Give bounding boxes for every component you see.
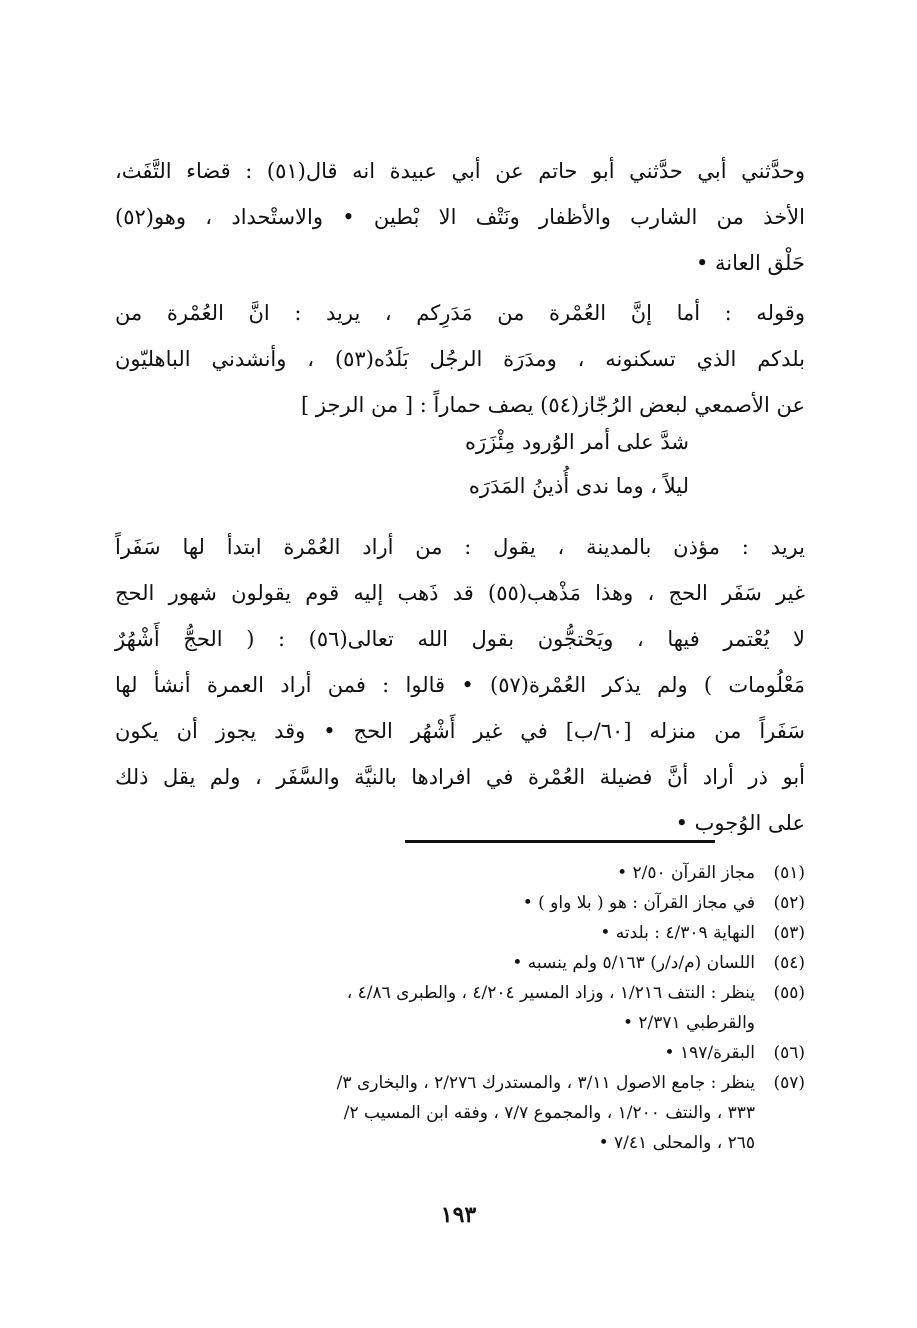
footnote-number: (٥٣) [773,923,805,943]
footnote-text [115,918,755,948]
footnote-54 [115,948,805,978]
footnote-number: (٥١) [773,863,805,883]
verse-line-1: شدَّ على أمر الوُرود مِئْزَرَه [464,430,689,454]
paragraph-line: بلدكم الذي تسكنونه ، ومدَرَة الرجُل بَلَدُه(٥٣) ، وأنشدني الباهليّون [115,347,805,371]
footnote-52 [115,888,805,918]
footnote-line: البقرة/١٩٧ • [664,1043,755,1063]
footnote-line: النهاية ٤/٣٠٩ : بلدته • [600,923,755,943]
footnote-text [115,888,755,918]
footnote-text [115,948,755,978]
footnote-53 [115,918,805,948]
footnotes [115,858,805,1158]
footnote-number: (٥٢) [773,893,805,913]
paragraph-line: غير سَفَر الحج ، وهذا مَذْهب(٥٥) قد ذَهب إليه قوم يقولون شهور الحج [115,581,805,605]
paragraph-2 [115,290,805,428]
paragraph-line: وحدَّثني أبي حدَّثني أبو حاتم عن أبي عبيدة انه قال(٥١) : قضاء التَّفَث، [115,159,805,183]
paragraph-line: على الوُجوب • [675,811,805,835]
footnote-55 [115,978,805,1038]
paragraph-line: لا يُعْتمر فيها ، ويَحْتجُّون بقول الله تعالى(٥٦) : ( الحجُّ أَشْهُرٌ [115,627,806,651]
footnote-line: ٢٦٥ ، والمحلى ٧/٤١ • [598,1133,755,1153]
footnote-line: اللسان (م/د/ر) ٥/١٦٣ ولم ينسبه • [512,953,755,973]
verse-line-2: ليلاً ، وما ندى أُذينُ المَدَرَه [468,474,689,498]
paragraph-line: أبو ذر أراد أنَّ فضيلة العُمْرة في افرادها بالنيَّة والسَّفَر ، ولم يقل ذلك [115,765,805,789]
paragraph-1 [115,148,805,286]
footnote-separator [405,840,715,843]
footnote-56 [115,1038,805,1068]
paragraph-line: سَفَراً من منزله [٦٠/ب] في غير أَشْهُر الحج • وقد يجوز أن يكون [115,719,805,743]
footnote-text [115,858,755,888]
footnote-line: ينظر : جامع الاصول ٣/١١ ، والمستدرك ٢/٢٧٦ ، والبخارى ٣/ [336,1073,755,1093]
paragraph-line: مَعْلُومات ) ولم يذكر العُمْرة(٥٧) • قالوا : فمن أراد العمرة أنشأ لها [115,673,805,697]
footnote-number: (٥٤) [773,953,805,973]
footnote-text [115,1068,755,1158]
footnote-57 [115,1068,805,1158]
paragraph-line: الأخذ من الشارب والأظفار ونَتْف الا بْطين • والاستْحداد ، وهو(٥٢) [115,205,805,229]
footnote-text [115,1038,755,1068]
footnote-number: (٥٧) [773,1073,805,1093]
footnote-line: ينظر : النتف ١/٢١٦ ، وزاد المسير ٤/٢٠٤ ، والطبرى ٤/٨٦ ، [346,983,755,1003]
paragraph-3 [115,524,805,846]
footnote-number: (٥٥) [773,983,805,1003]
paragraph-line: وقوله : أما إنَّ العُمْرة من مَدَرِكم ، يريد : انَّ العُمْرة من [115,301,805,325]
page-number: ١٩٣ [440,1202,477,1228]
footnote-line: في مجاز القرآن : هو ( بلا واو ) • [522,893,755,913]
footnote-line: ٣٣٣ ، والنتف ١/٢٠٠ ، والمجموع ٧/٧ ، وفقه ابن المسيب ٢/ [343,1103,755,1123]
footnote-line: مجاز القرآن ٢/٥٠ • [617,863,755,883]
footnote-text [115,978,755,1038]
footnote-number: (٥٦) [773,1043,805,1063]
paragraph-line: حَلْق العانة • [695,251,805,275]
paragraph-line: يريد : مؤذن بالمدينة ، يقول : من أراد العُمْرة ابتدأ لها سَفَراً [115,535,805,559]
footnote-51 [115,858,805,888]
footnote-line: والقرطبي ٢/٣٧١ • [622,1013,755,1033]
paragraph-line: عن الأصمعي لبعض الرُجّاز(٥٤) يصف حماراً : [ من الرجز ] [301,393,805,417]
